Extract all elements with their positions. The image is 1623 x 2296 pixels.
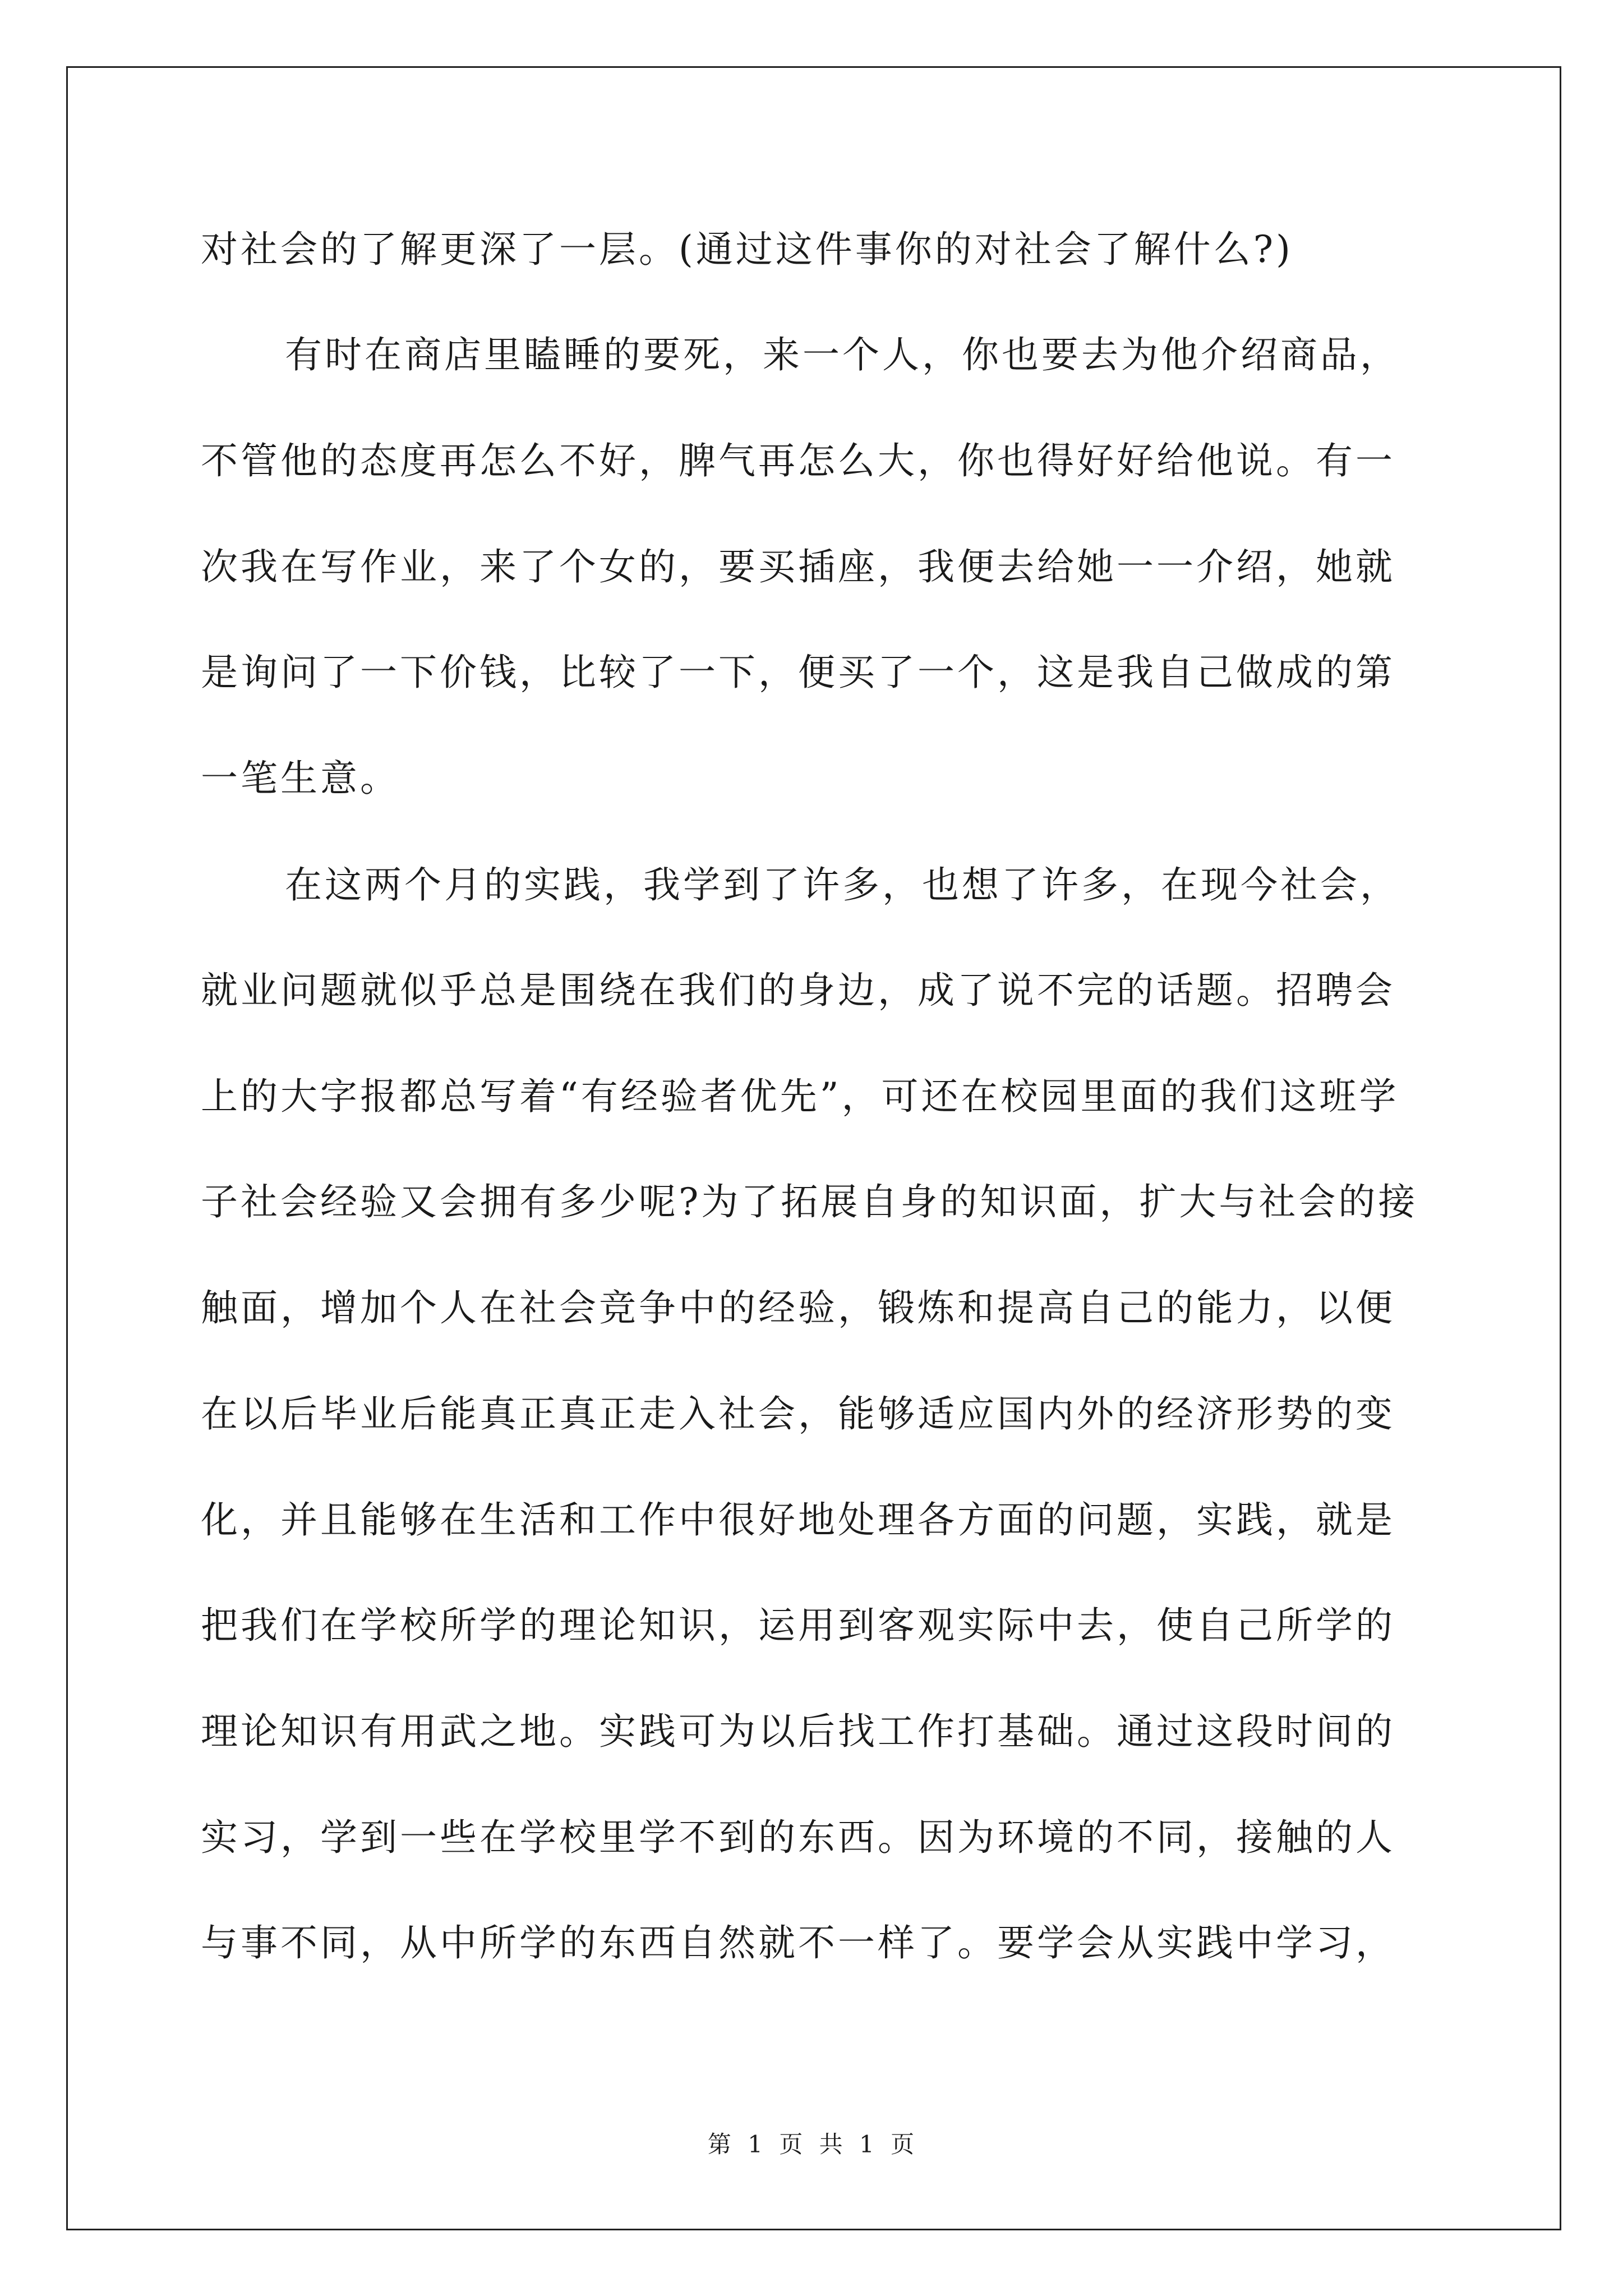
text-line: 上的大字报都总写着“有经验者优先”，可还在校园里面的我们这班学 [201, 1075, 1399, 1118]
text-line: 与事不同，从中所学的东西自然就不一样了。要学会从实践中学习， [201, 1921, 1395, 1964]
text-line: 在以后毕业后能真正真正走入社会，能够适应国内外的经济形势的变 [201, 1392, 1395, 1435]
page-footer: 第 1 页 共 1 页 [707, 2131, 916, 2158]
text-line: 不管他的态度再怎么不好，脾气再怎么大，你也得好好给他说。有一 [201, 439, 1395, 482]
text-line: 把我们在学校所学的理论知识，运用到客观实际中去，使自己所学的 [201, 1604, 1395, 1647]
text-line: 实习，学到一些在学校里学不到的东西。因为环境的不同，接触的人 [201, 1816, 1395, 1859]
text-line: 在这两个月的实践，我学到了许多，也想了许多，在现今社会， [285, 863, 1400, 907]
text-line: 对社会的了解更深了一层。(通过这件事你的对社会了解什么?) [201, 228, 1293, 271]
text-line: 触面，增加个人在社会竞争中的经验，锻炼和提高自己的能力，以便 [201, 1286, 1395, 1329]
text-line: 子社会经验又会拥有多少呢?为了拓展自身的知识面，扩大与社会的接 [201, 1180, 1418, 1223]
text-line: 有时在商店里瞌睡的要死，来一个人，你也要去为他介绍商品， [285, 333, 1400, 376]
text-line: 就业问题就似乎总是围绕在我们的身边，成了说不完的话题。招聘会 [201, 969, 1395, 1012]
text-line: 理论知识有用武之地。实践可为以后找工作打基础。通过这段时间的 [201, 1710, 1395, 1753]
text-line: 化，并且能够在生活和工作中很好地处理各方面的问题，实践，就是 [201, 1498, 1395, 1542]
page-border [66, 66, 1561, 2230]
text-line: 是询问了一下价钱，比较了一下，便买了一个，这是我自己做成的第 [201, 651, 1395, 694]
text-line: 次我在写作业，来了个女的，要买插座，我便去给她一一介绍，她就 [201, 545, 1395, 588]
text-line: 一笔生意。 [201, 757, 400, 800]
